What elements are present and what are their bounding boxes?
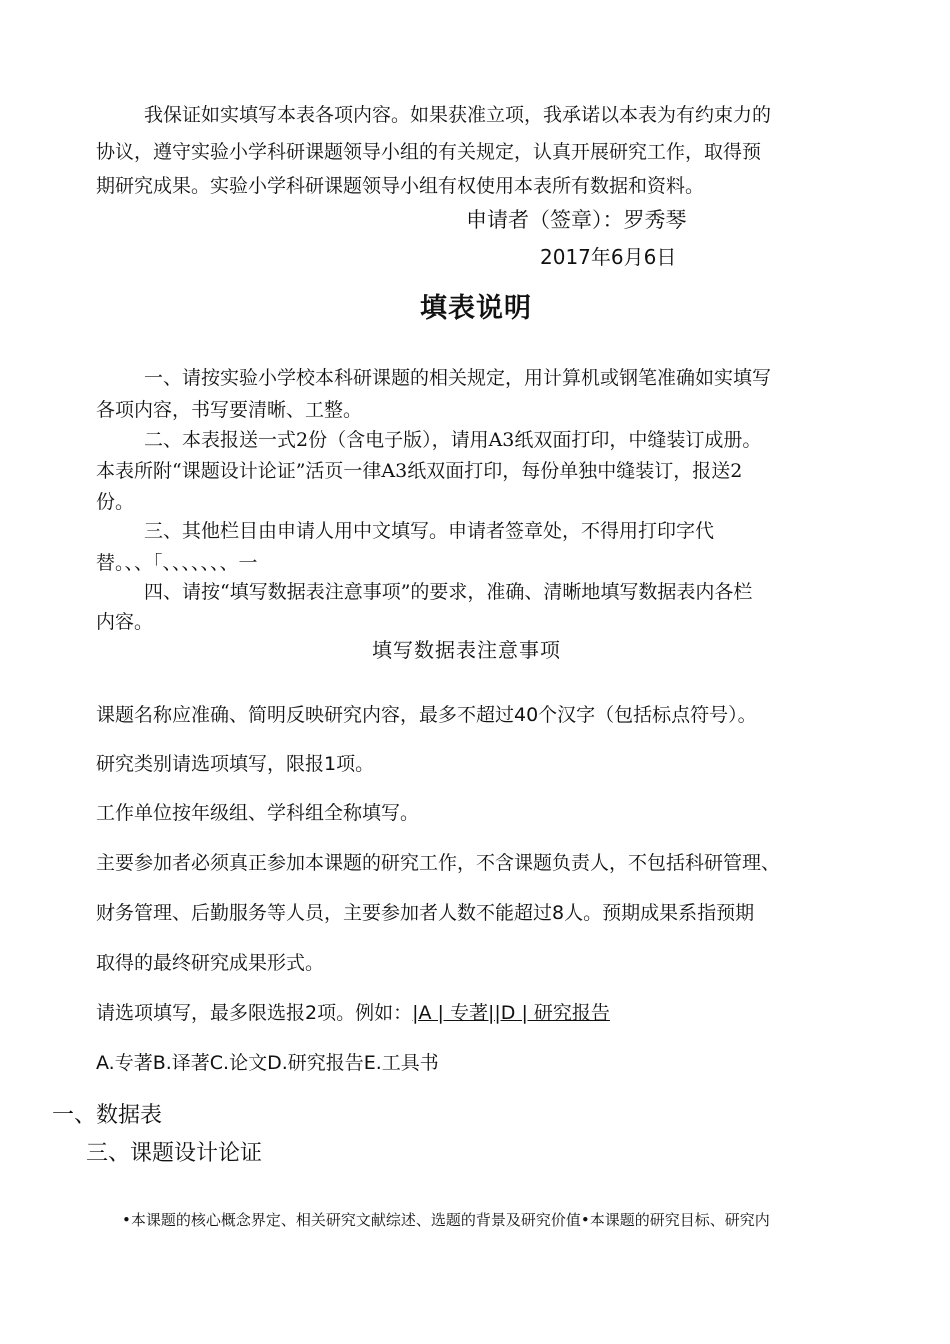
notes-paragraph-5	[96, 1001, 610, 1025]
notes-paragraph-5-prefix: 请选项填写，最多限选报2项。例如：	[96, 1002, 413, 1024]
notes-paragraph-5-example: |A | 专著||D | 研究报告	[412, 1002, 610, 1024]
section-data-table-heading: 一、数据表	[52, 1103, 163, 1128]
instruction-2-line-2: 本表所附“课题设计论证”活页一律A3纸双面打印，每份单独中缝装订，报送2	[96, 460, 743, 482]
design-bullet-text: •本课题的核心概念界定、相关研究文献综述、选题的背景及研究价值•本课题的研究目标、研究内	[122, 1211, 770, 1229]
instruction-2-line-3: 份。	[96, 491, 135, 513]
pledge-line-2: 协议，遵守实验小学科研课题领导小组的有关规定，认真开展研究工作，取得预	[96, 141, 762, 163]
notes-paragraph-6: A.专著B.译著C.论文D.研究报告E.工具书	[96, 1052, 439, 1074]
instruction-4-line-1: 四、请按“填写数据表注意事项”的要求，准确、清晰地填写数据表内各栏	[144, 581, 753, 603]
signature-line: 申请者（签章）：罗秀琴	[466, 208, 687, 232]
notes-title: 填写数据表注意事项	[372, 638, 561, 662]
instructions-title: 填表说明	[420, 293, 532, 324]
pledge-line-1: 我保证如实填写本表各项内容。如果获准立项，我承诺以本表为有约束力的	[144, 104, 772, 126]
pledge-date: 2017年6月6日	[540, 245, 677, 269]
notes-paragraph-4-line-1: 主要参加者必须真正参加本课题的研究工作，不含课题负责人，不包括科研管理、	[96, 852, 781, 874]
instruction-1-line-2: 各项内容，书写要清晰、工整。	[96, 399, 363, 421]
notes-paragraph-4-line-2: 财务管理、后勤服务等人员，主要参加者人数不能超过8人。预期成果系指预期	[96, 902, 755, 924]
notes-paragraph-1: 课题名称应准确、简明反映研究内容，最多不超过40个汉字（包括标点符号）。	[96, 704, 757, 726]
instruction-1-line-1: 一、请按实验小学校本科研课题的相关规定，用计算机或钢笔准确如实填写	[144, 367, 772, 389]
notes-paragraph-3: 工作单位按年级组、学科组全称填写。	[96, 802, 420, 824]
instruction-2-line-1: 二、本表报送一式2份（含电子版），请用A3纸双面打印，中缝装订成册。	[144, 429, 762, 451]
notes-paragraph-4-line-3: 取得的最终研究成果形式。	[96, 952, 325, 974]
pledge-line-3: 期研究成果。实验小学科研课题领导小组有权使用本表所有数据和资料。	[96, 175, 705, 197]
section-design-heading: 三、课题设计论证	[86, 1141, 263, 1166]
notes-paragraph-2: 研究类别请选项填写，限报1项。	[96, 753, 375, 775]
instruction-3-line-2: 替。、、「、、、、、、、一	[96, 552, 258, 574]
instruction-4-line-2: 内容。	[96, 611, 154, 633]
instruction-3-line-1: 三、其他栏目由申请人用中文填写。申请者签章处，不得用打印字代	[144, 520, 715, 542]
